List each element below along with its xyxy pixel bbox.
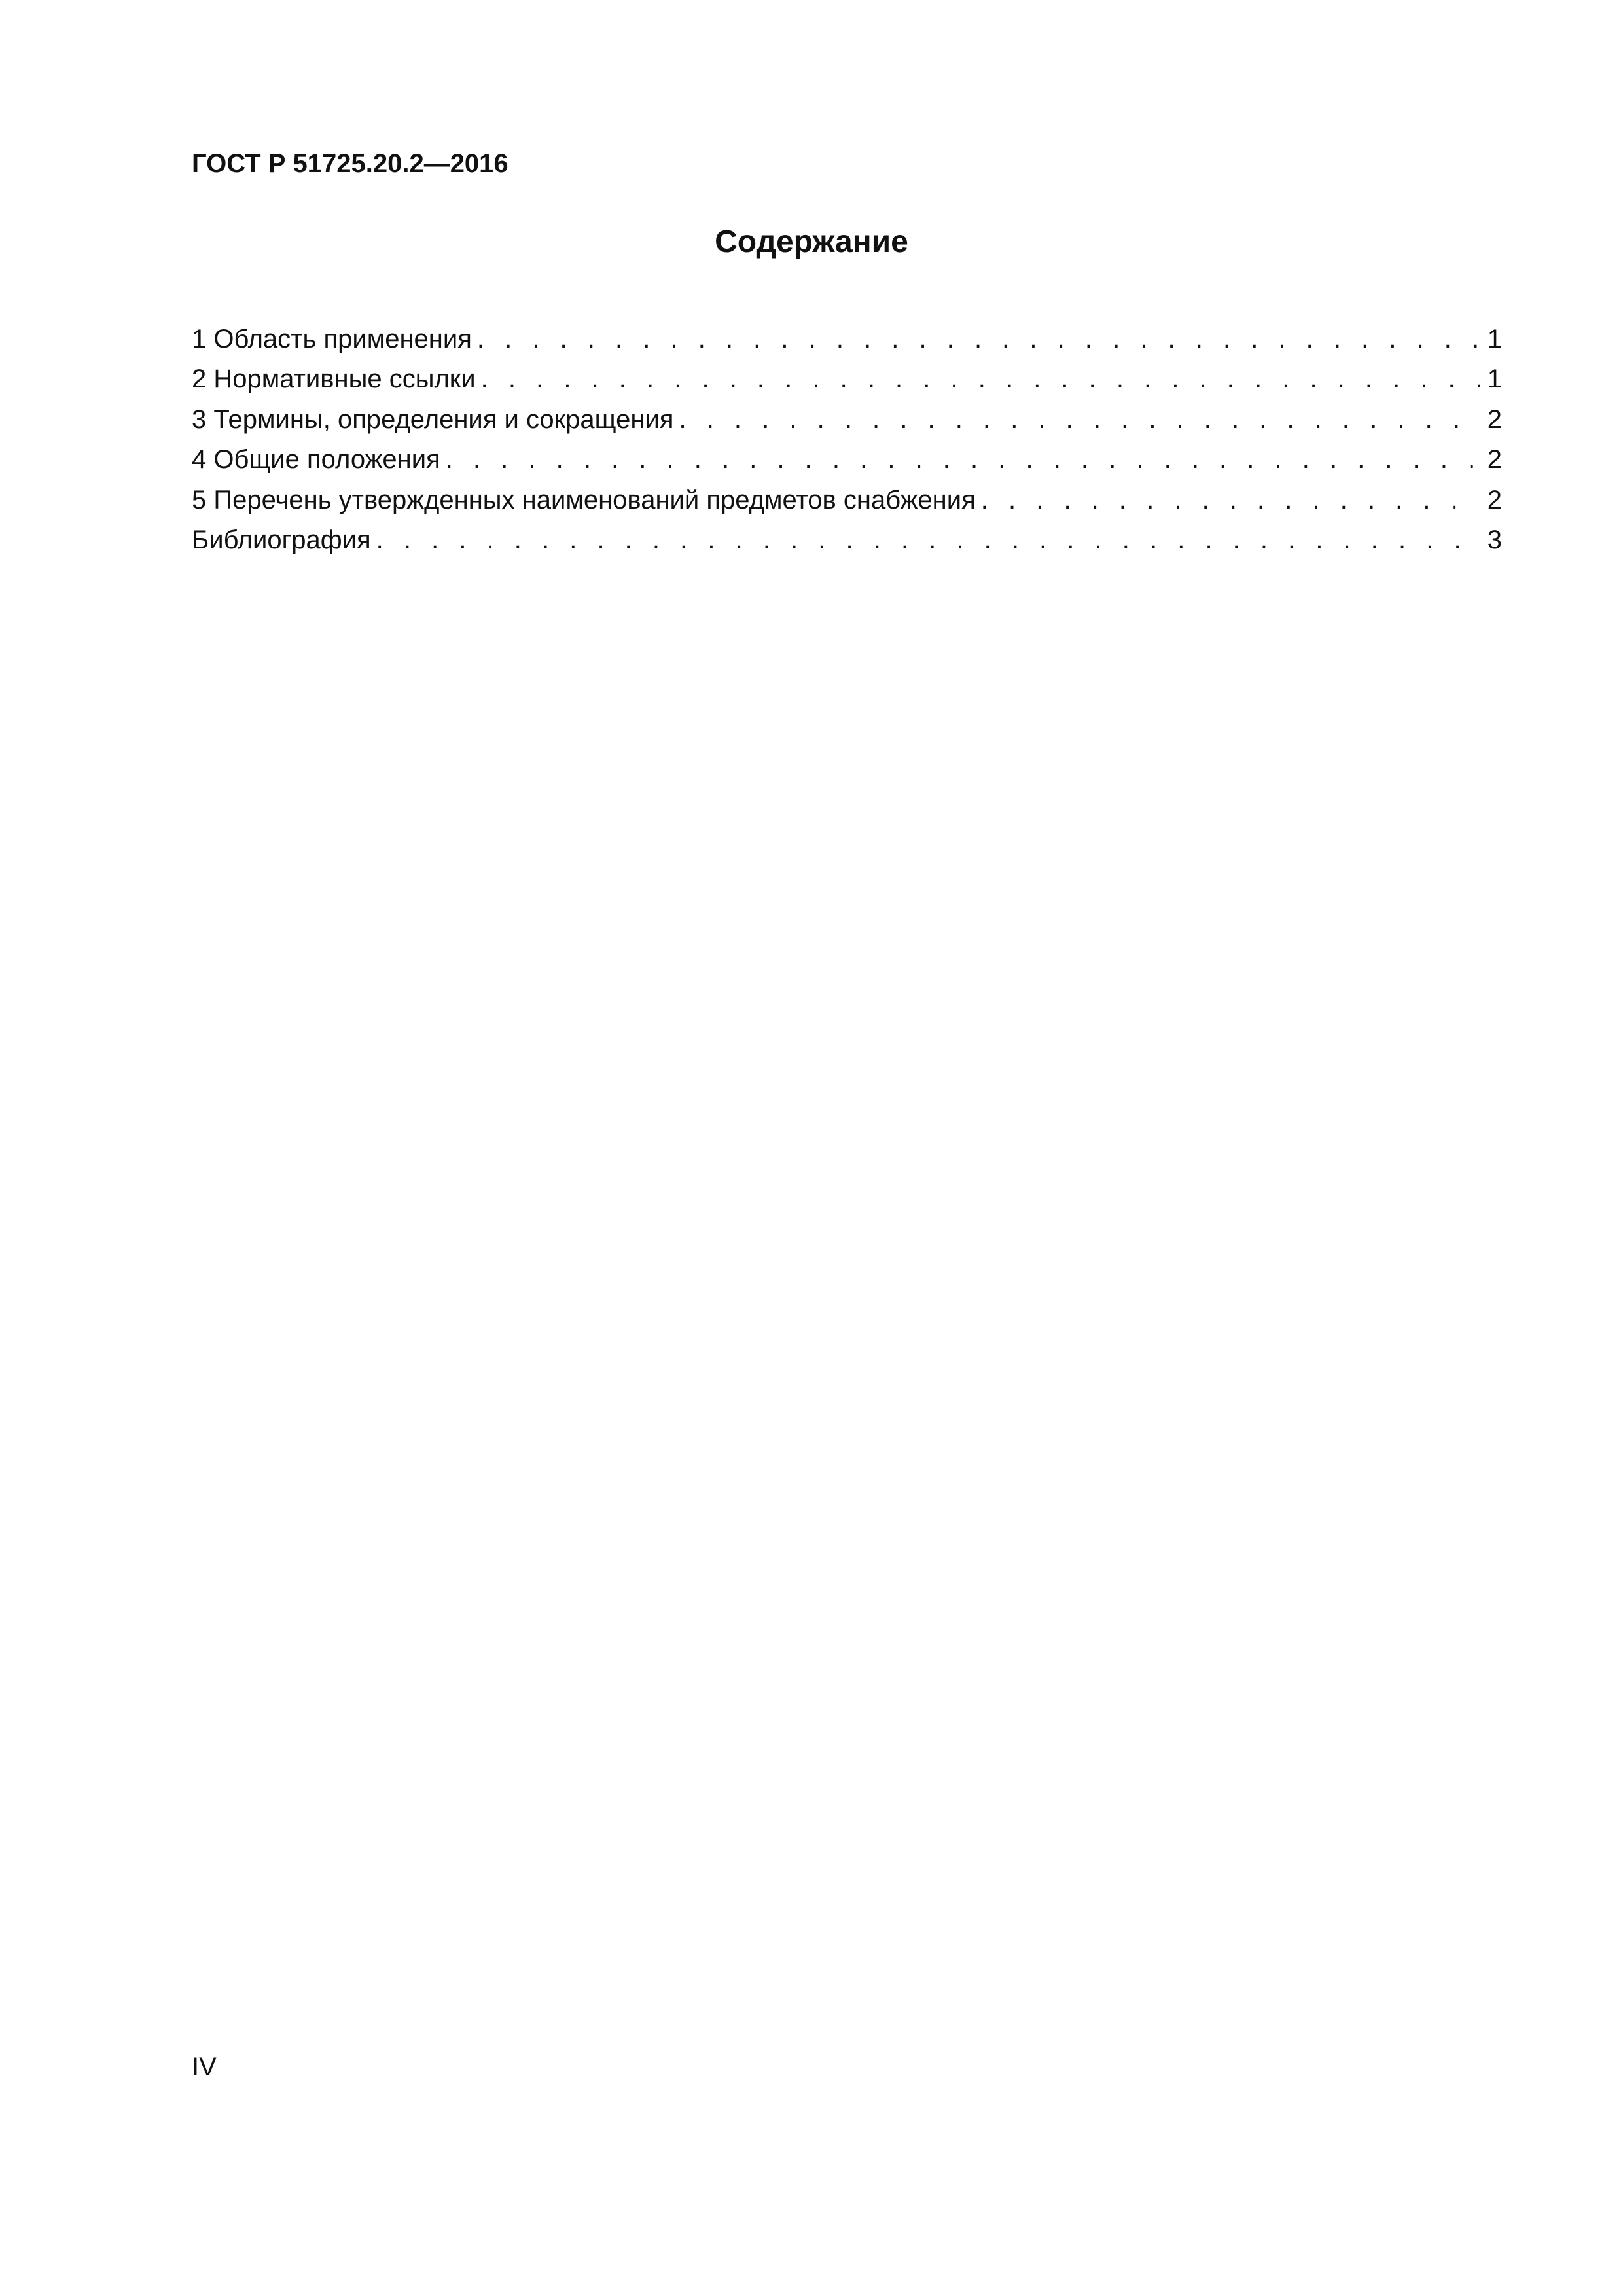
toc-entry-label: 1 Область применения [192,325,472,353]
toc-entry-label: 3 Термины, определения и сокращения [192,404,674,434]
toc-dot-leader [446,440,1480,480]
toc-entry-page: 3 [1487,525,1502,554]
toc-entry-page: 1 [1487,365,1502,394]
toc-entry-label: Библиография [192,525,371,554]
toc-entry-label: 2 Нормативные ссылки [192,365,476,394]
toc-entry-supply-items-list[interactable] [192,480,1502,520]
toc-dot-leader [981,480,1480,520]
toc-title: Содержание [715,224,908,259]
toc-entry-label: 4 Общие положения [192,445,440,475]
toc-entry-normative-references[interactable] [192,359,1502,399]
toc-entry-page: 2 [1487,404,1502,434]
toc-entry-terms-definitions[interactable] [192,400,1502,440]
toc-entry-label: 5 Перечень утвержденных наименований предметов снабжения [192,485,976,514]
toc-dot-leader [481,359,1480,399]
toc-entry-bibliography[interactable] [192,520,1502,560]
toc-entry-general-provisions[interactable] [192,440,1502,480]
toc-entry-scope[interactable] [192,319,1502,359]
table-of-contents [192,319,1502,560]
page-number: IV [192,2053,217,2081]
toc-entry-page: 2 [1487,485,1502,514]
toc-entry-page: 2 [1487,445,1502,475]
toc-entry-page: 1 [1487,325,1502,353]
toc-dot-leader [376,520,1480,560]
toc-dot-leader [679,400,1479,440]
document-code-header: ГОСТ Р 51725.20.2—2016 [192,149,508,178]
toc-dot-leader [477,319,1480,359]
